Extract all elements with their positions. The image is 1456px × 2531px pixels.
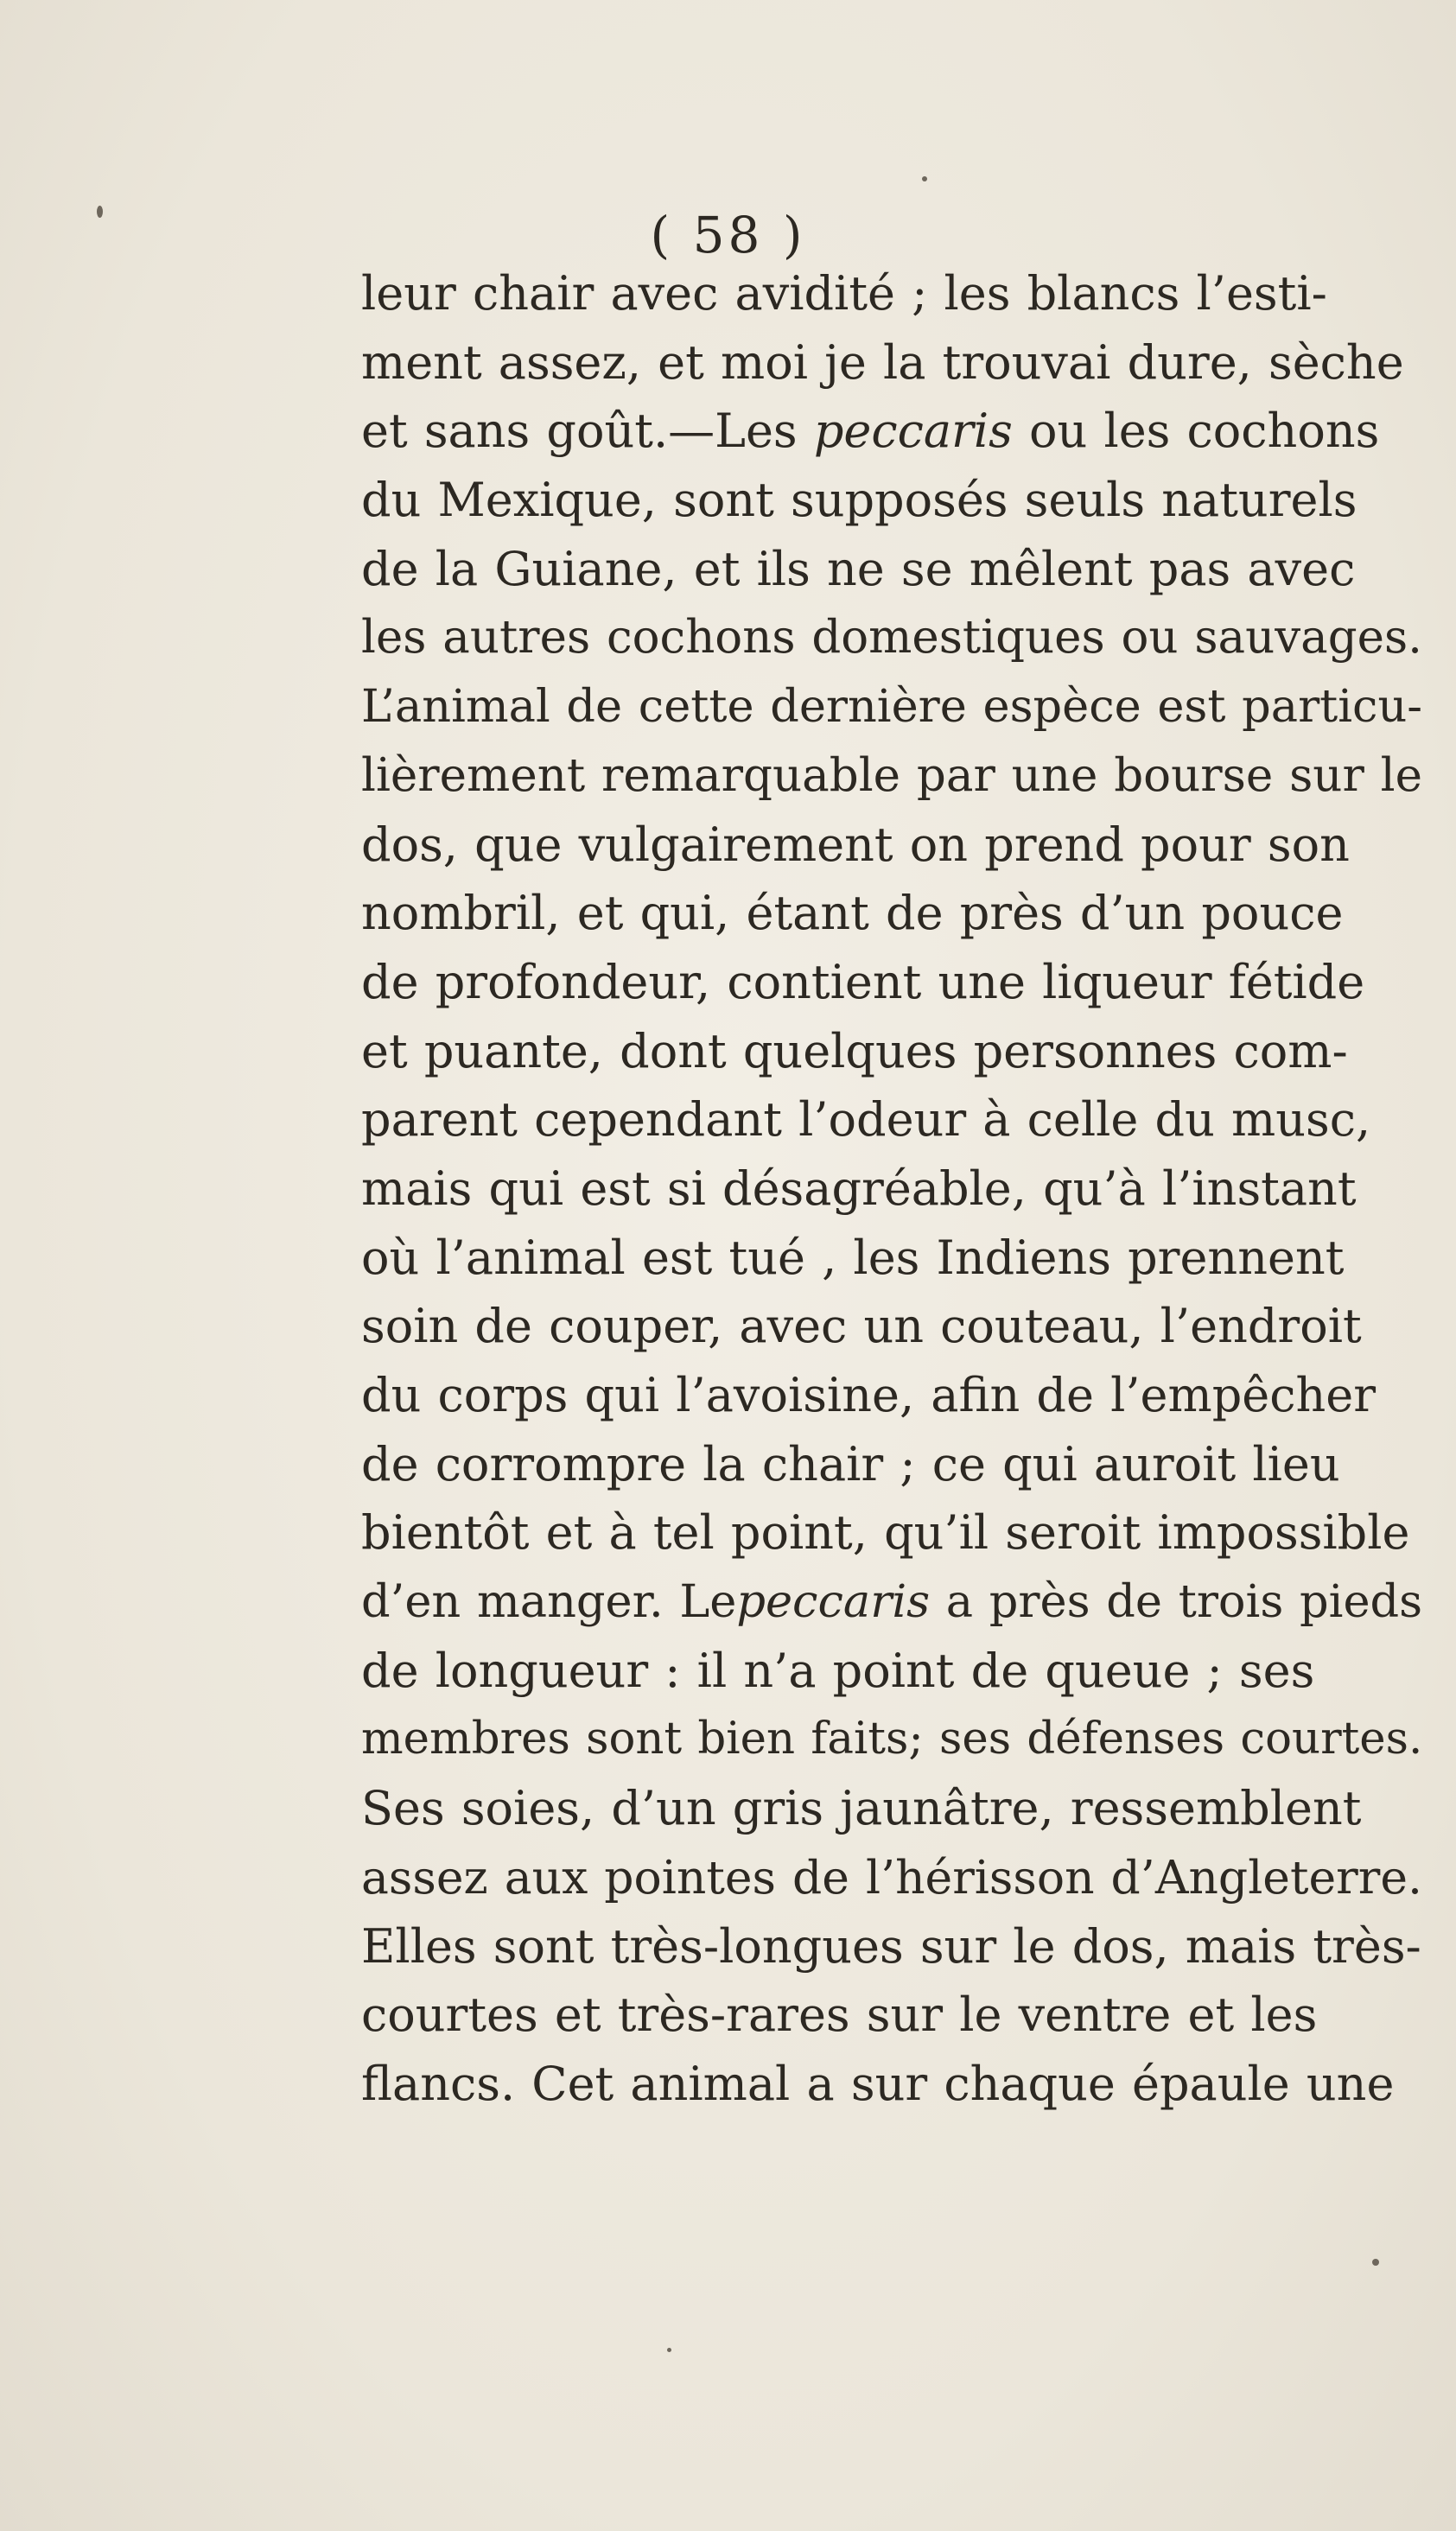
text-line <box>361 466 1422 535</box>
text-segment: mais qui est si désagréable, qu’à l’instant <box>361 1161 1357 1216</box>
text-line <box>361 1774 1422 1843</box>
text-line <box>361 1981 1422 2050</box>
paper-speck <box>1372 2259 1379 2266</box>
text-line <box>361 535 1422 604</box>
text-segment: L’animal de cette dernière espèce est particu- <box>361 680 1423 734</box>
text-segment: et sans goût.—Les <box>361 404 814 459</box>
italic-term: peccaris <box>736 1575 931 1629</box>
text-segment: du Mexique, sont supposés seuls naturels <box>361 473 1357 528</box>
paper-speck <box>922 176 927 181</box>
text-line <box>361 328 1422 397</box>
text-line <box>361 1430 1422 1499</box>
text-segment: dos, que vulgairement on prend pour son <box>361 817 1350 872</box>
paper-speck <box>667 2348 671 2352</box>
text-segment: les autres cochons domestiques ou sauvages. <box>361 611 1422 665</box>
text-segment: d’en manger. Le <box>361 1575 737 1629</box>
text-segment: de corrompre la chair ; ce qui auroit lieu <box>361 1436 1340 1491</box>
text-segment: bientôt et à tel point, qu’il seroit impossible <box>361 1505 1410 1561</box>
text-line <box>361 948 1422 1017</box>
text-segment: parent cependant l’odeur à celle du musc, <box>361 1092 1371 1148</box>
text-line <box>361 1154 1422 1224</box>
text-segment: Elles sont très-longues sur le dos, mais très- <box>361 1918 1421 1974</box>
text-line <box>361 741 1422 811</box>
text-line <box>361 1912 1422 1981</box>
body-text <box>361 259 1422 2119</box>
text-line <box>361 1224 1422 1293</box>
text-segment: et puante, dont quelques personnes com- <box>361 1023 1348 1078</box>
text-segment: ou les cochons <box>1012 404 1380 459</box>
text-line <box>361 1361 1422 1430</box>
text-line <box>361 603 1422 672</box>
text-line <box>361 1843 1422 1912</box>
text-line <box>361 2050 1422 2119</box>
text-line <box>361 1085 1422 1154</box>
text-segment: Ses soies, d’un gris jaunâtre, ressemblent <box>361 1781 1362 1836</box>
text-segment: de la Guiane, et ils ne se mêlent pas avec <box>361 541 1356 596</box>
text-line <box>361 811 1422 880</box>
text-line <box>361 1705 1422 1774</box>
text-segment: nombril, et qui, étant de près d’un pouce <box>361 886 1344 941</box>
text-line <box>361 1292 1422 1361</box>
text-segment: du corps qui l’avoisine, afin de l’empêcher <box>361 1368 1377 1422</box>
text-line <box>361 1498 1422 1568</box>
text-segment: a près de trois pieds <box>930 1575 1423 1629</box>
page-number: ( 58 ) <box>650 206 806 264</box>
italic-term: peccaris <box>813 404 1013 459</box>
text-line <box>361 259 1422 328</box>
text-segment: où l’animal est tué , les Indiens prennent <box>361 1230 1345 1285</box>
text-segment: de profondeur, contient une liqueur fétide <box>361 954 1365 1009</box>
text-segment: leur chair avec avidité ; les blancs l’esti- <box>361 266 1327 321</box>
text-line <box>361 1637 1422 1706</box>
text-line <box>361 397 1422 466</box>
text-line <box>361 1017 1422 1086</box>
text-segment: membres sont bien faits; ses défenses courtes. <box>361 1713 1423 1765</box>
text-segment: assez aux pointes de l’hérisson d’Angleterre. <box>361 1849 1422 1905</box>
text-segment: de longueur : il n’a point de queue ; ses <box>361 1643 1315 1698</box>
text-segment: soin de couper, avec un couteau, l’endroit <box>361 1299 1362 1354</box>
text-segment: lièrement remarquable par une bourse sur le <box>361 747 1422 802</box>
text-line <box>361 672 1422 741</box>
text-segment: flancs. Cet animal a sur chaque épaule une <box>361 2056 1395 2111</box>
paper-speck <box>97 206 103 218</box>
text-segment: courtes et très-rares sur le ventre et les <box>361 1987 1318 2043</box>
text-segment: ment assez, et moi je la trouvai dure, sèche <box>361 334 1404 390</box>
text-line <box>361 879 1422 948</box>
text-line <box>361 1568 1422 1637</box>
